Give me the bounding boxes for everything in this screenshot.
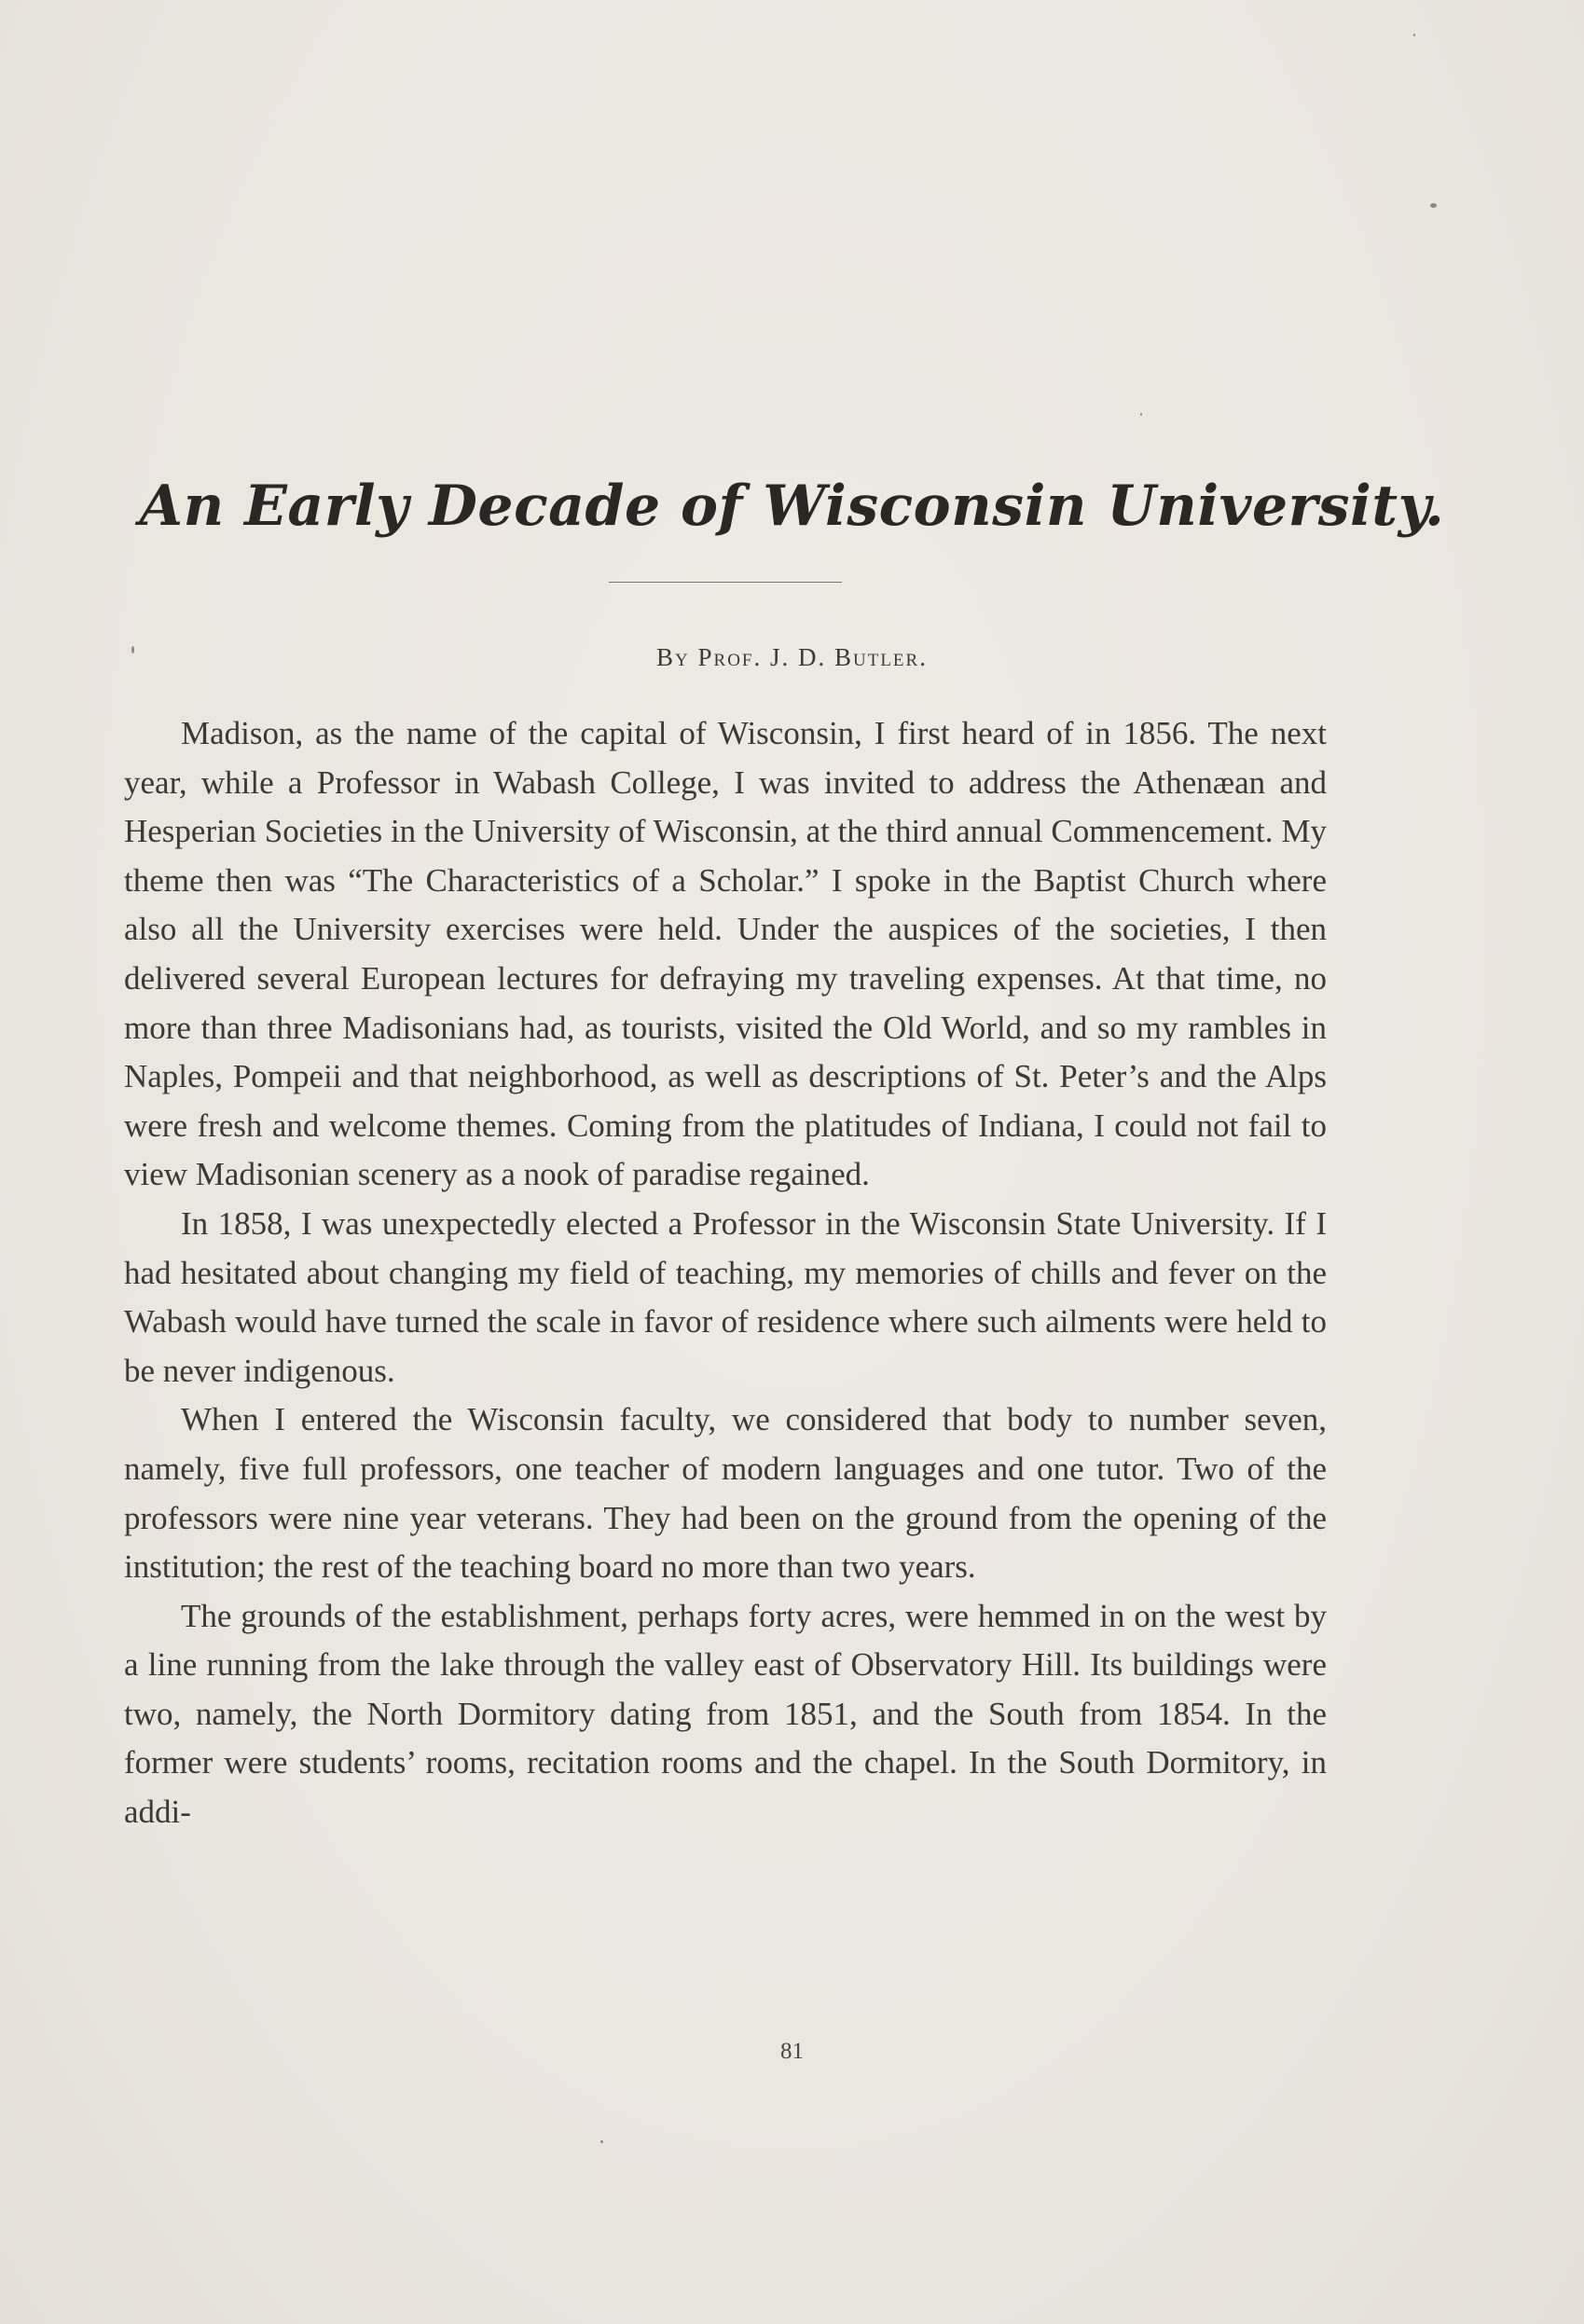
- paper-speck: [131, 646, 134, 653]
- paper-speck: [1140, 413, 1142, 416]
- paragraph-3: When I entered the Wisconsin faculty, we considered that body to number seven, namely, five full professors, one teacher of modern languages and one tutor. Two of the professors were nine year veterans. They had been on the ground from the opening of the institution; the rest of the teaching board no more than two years.: [124, 1401, 1327, 1586]
- paragraph-2: In 1858, I was unexpectedly elected a Professor in the Wisconsin State University. If I had hesitated about changing my field of teaching, my memories of chills and fever on the Wabash would have turned the scale in favor of residence where such ailments were held to be never indigenous.: [124, 1204, 1327, 1389]
- author-byline: By Prof. J. D. Butler.: [656, 643, 928, 671]
- article-title: An Early Decade of Wisconsin University.: [139, 474, 1445, 540]
- title-divider: [609, 582, 842, 583]
- paper-speck: [1413, 34, 1415, 36]
- page-number: 81: [780, 2039, 804, 2064]
- paragraph-4: The grounds of the establishment, perhaps forty acres, were hemmed in on the west by a line running from the lake through the valley east of Observatory Hill. Its buildings were two, namely, the North Dormitory dating from 1851, and the South from 1854. In the former were students’ rooms, recitation rooms and the chapel. In the South Dormitory, in addi-: [124, 1597, 1327, 1831]
- paper-speck: [1430, 203, 1437, 208]
- article-body: [124, 709, 1327, 1837]
- paragraph-1: Madison, as the name of the capital of Wisconsin, I first heard of in 1856. The next year, while a Professor in Wabash College, I was invited to address the Athenæan and Hesperian Societies in the University of Wisconsin, at the third annual Commencement. My theme then was “The Characteristics of a Scholar.” I spoke in the Baptist Church where also all the University exercises were held. Under the auspices of the societies, I then delivered several European lectures for defraying my traveling expenses. At that time, no more than three Madisonians had, as tourists, visited the Old World, and so my rambles in Naples, Pompeii and that neighborhood, as well as descriptions of St. Peter’s and the Alps were fresh and welcome themes. Coming from the platitudes of Indiana, I could not fail to view Madisonian scenery as a nook of paradise regained.: [124, 715, 1327, 1193]
- paper-speck: [600, 2140, 603, 2143]
